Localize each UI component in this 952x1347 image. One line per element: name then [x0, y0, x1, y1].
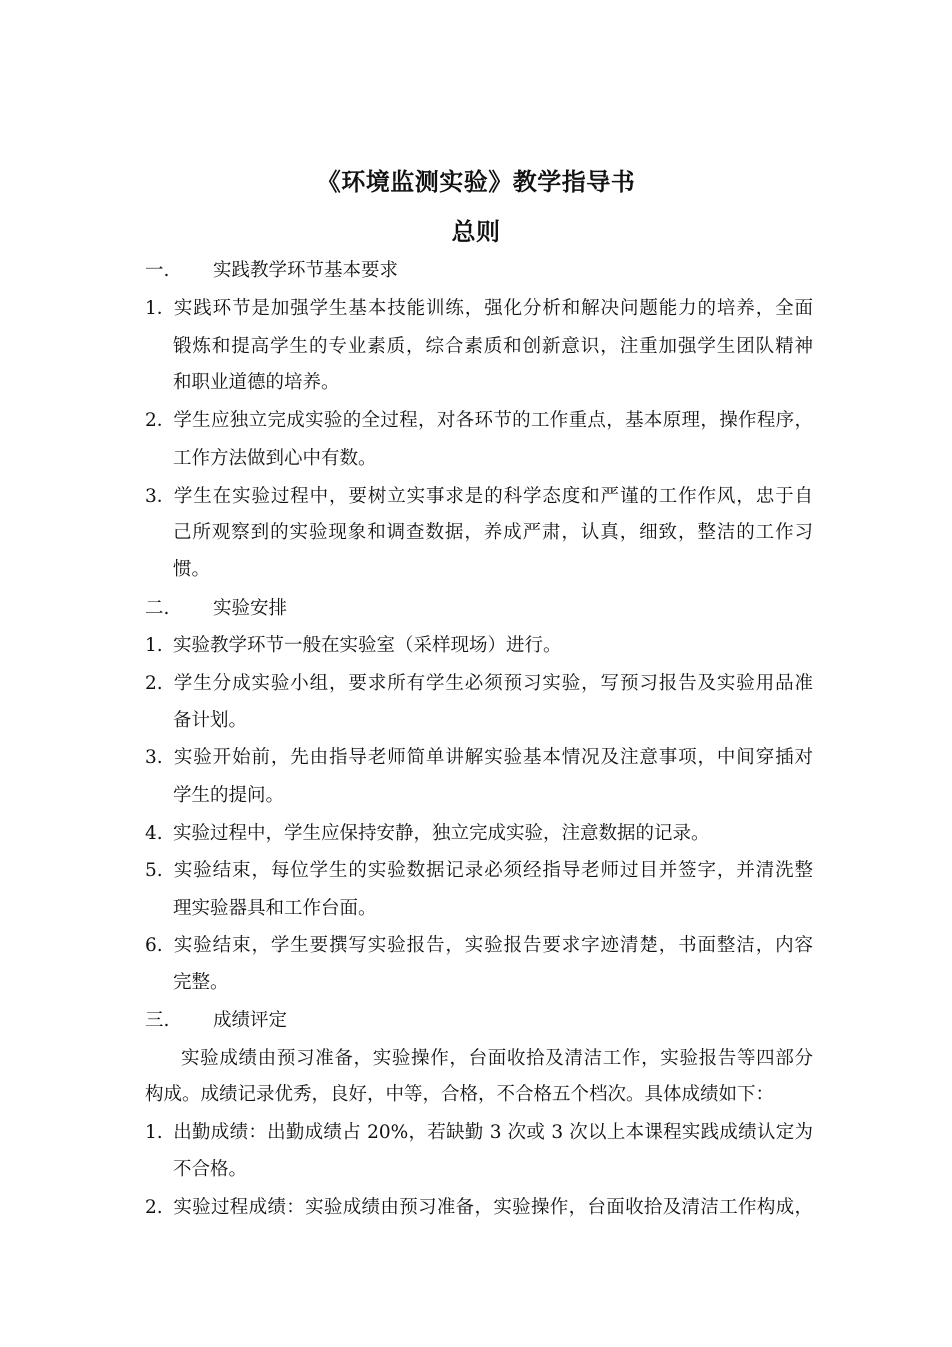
section-heading — [145, 596, 813, 622]
list-number: 2. — [145, 673, 163, 694]
list-item — [145, 821, 813, 847]
list-text: 实验过程中，学生应保持安静，独立完成实验，注意数据的记录。 — [173, 823, 710, 844]
section-number: 二. — [145, 598, 170, 619]
section-heading — [145, 1008, 813, 1034]
list-number: 5. — [145, 860, 163, 881]
list-text: 实验结束，每位学生的实验数据记录必须经指导老师过目并签字，并清洗整 — [173, 860, 813, 881]
list-text: 实验结束，学生要撰写实验报告，实验报告要求字迹清楚，书面整洁，内容 — [173, 935, 813, 956]
document-subtitle: 总则 — [451, 217, 501, 246]
paragraph-line: 实验成绩由预习准备，实验操作，台面收拾及清洁工作，实验报告等四部分 — [181, 1048, 813, 1069]
list-item — [145, 1195, 813, 1221]
list-number: 3． — [145, 486, 176, 507]
list-number: 1. — [145, 635, 163, 656]
list-number: 3. — [145, 747, 163, 768]
paragraph-line: 构成。成绩记录优秀，良好，中等，合格，不合格五个档次。具体成绩如下： — [145, 1084, 775, 1105]
list-text-continued: 工作方法做到心中有数。 — [173, 448, 377, 469]
list-text-continued: 锻炼和提高学生的专业素质，综合素质和创新意识，注重加强学生团队精神 — [173, 336, 813, 357]
list-text: 学生分成实验小组，要求所有学生必须预习实验，写预习报告及实验用品准 — [173, 673, 813, 694]
list-number: 2． — [145, 410, 176, 431]
list-number: 1． — [145, 298, 176, 319]
list-item — [145, 484, 813, 510]
section-title: 实验安排 — [213, 598, 288, 619]
list-text: 实践环节是加强学生基本技能训练，强化分析和解决问题能力的培养，全面 — [173, 298, 813, 319]
list-text: 实验教学环节一般在实验室（采样现场）进行。 — [173, 635, 562, 656]
list-text-continued: 惯。 — [173, 559, 211, 580]
list-number: 4. — [145, 823, 163, 844]
list-item — [145, 933, 813, 959]
list-text: 实验过程成绩：实验成绩由预习准备，实验操作，台面收拾及清洁工作构成， — [173, 1197, 813, 1218]
list-number: 2. — [145, 1197, 163, 1218]
list-text-continued: 备计划。 — [173, 710, 248, 731]
list-text: 实验开始前，先由指导老师简单讲解实验基本情况及注意事项，中间穿插对 — [173, 747, 813, 768]
section-number: 一. — [145, 260, 170, 281]
list-item — [145, 296, 813, 322]
list-item — [145, 858, 813, 884]
section-number: 三. — [145, 1010, 170, 1031]
list-item — [145, 633, 813, 659]
list-item — [145, 1120, 813, 1146]
list-text-continued: 和职业道德的培养。 — [173, 372, 340, 393]
list-number: 6. — [145, 935, 163, 956]
list-number: 1. — [145, 1122, 163, 1143]
list-text: 学生应独立完成实验的全过程，对各环节的工作重点，基本原理，操作程序， — [173, 410, 813, 431]
section-title: 成绩评定 — [213, 1010, 288, 1031]
list-text-continued: 己所观察到的实验现象和调查数据，养成严肃，认真，细致，整洁的工作习 — [173, 522, 813, 543]
list-item — [145, 671, 813, 697]
list-text: 出勤成绩：出勤成绩占 20%，若缺勤 3 次或 3 次以上本课程实践成绩认定为 — [173, 1122, 813, 1143]
list-text-continued: 理实验器具和工作台面。 — [173, 898, 377, 919]
section-title: 实践教学环节基本要求 — [213, 260, 399, 281]
section-heading — [145, 258, 813, 284]
list-text-continued: 学生的提问。 — [173, 785, 285, 806]
list-text-continued: 不合格。 — [173, 1159, 248, 1180]
list-text: 学生在实验过程中，要树立实事求是的科学态度和严谨的工作作风，忠于自 — [173, 486, 813, 507]
list-text-continued: 完整。 — [173, 972, 229, 993]
document-title: 《环境监测实验》教学指导书 — [316, 167, 636, 196]
list-item — [145, 745, 813, 771]
list-item — [145, 408, 813, 434]
